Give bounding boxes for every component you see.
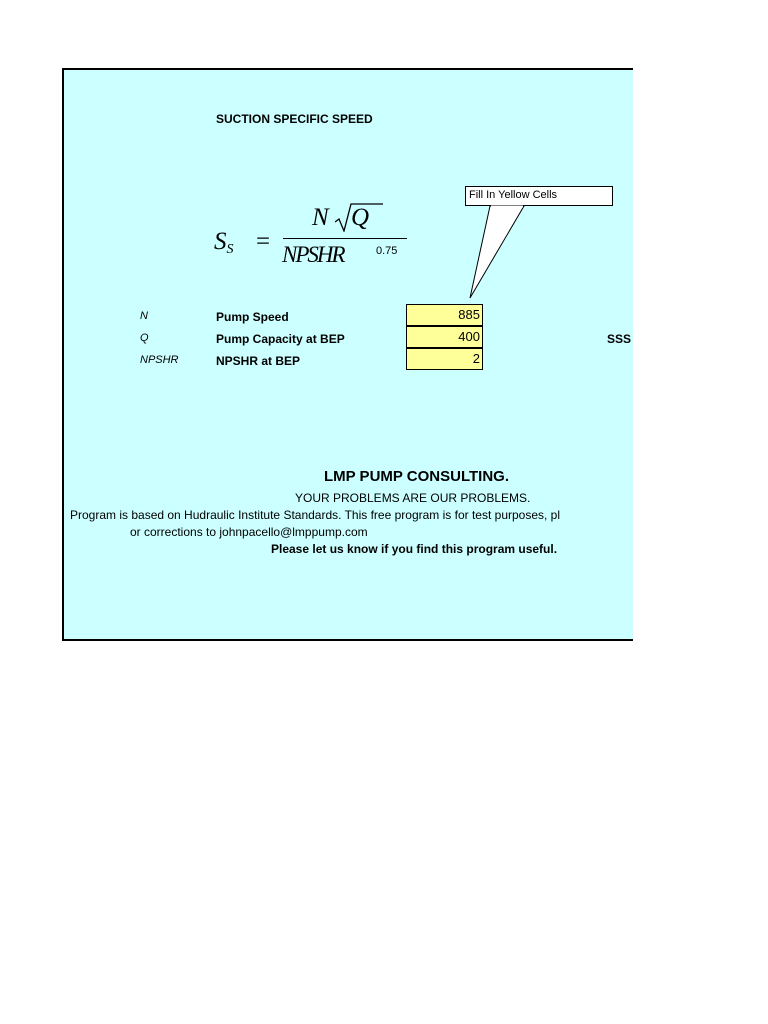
formula-lhs: $S_S$: [214, 228, 234, 257]
callout-note[interactable]: Fill In Yellow Cells: [465, 186, 613, 206]
symbol-n: N: [140, 310, 148, 322]
label-npshr: NPSHR at BEP: [216, 354, 301, 368]
symbol-q: Q: [140, 332, 149, 344]
tagline: YOUR PROBLEMS ARE OUR PROBLEMS.: [295, 491, 531, 505]
input-pump-capacity[interactable]: 400: [406, 326, 483, 348]
spreadsheet-area: [62, 68, 633, 641]
company-name: LMP PUMP CONSULTING.: [324, 468, 510, 485]
formula-exponent: 0.75: [376, 245, 398, 257]
result-label: SSS: [607, 332, 632, 346]
note-line-1: Program is based on Hudraulic Institute Standards. This free program is for test purposes, pl: [70, 508, 561, 522]
formula-denominator: NPSHR: [282, 242, 344, 267]
formula-numerator-n: N: [312, 204, 329, 231]
page-title: SUCTION SPECIFIC SPEED: [216, 112, 373, 126]
symbol-npshr: NPSHR: [140, 354, 179, 366]
label-pump-capacity: Pump Capacity at BEP: [216, 332, 345, 346]
label-pump-speed: Pump Speed: [216, 310, 289, 324]
input-pump-speed[interactable]: 885: [406, 304, 483, 326]
note-line-2: or corrections to johnpacello@lmppump.com: [130, 525, 368, 539]
formula-numerator-q: Q: [351, 204, 370, 231]
formula: [214, 198, 414, 276]
callout-pointer: [464, 205, 534, 300]
input-npshr[interactable]: 2: [406, 348, 483, 370]
fraction-bar: [283, 238, 407, 239]
formula-equals: =: [256, 228, 271, 255]
note-line-3: Please let us know if you find this program useful.: [271, 542, 558, 556]
